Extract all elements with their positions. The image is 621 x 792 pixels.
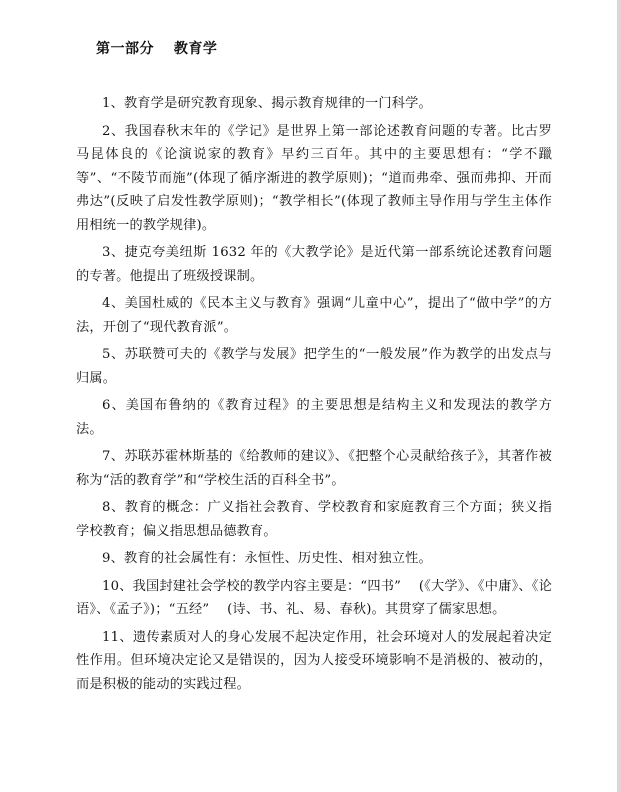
page-edge-shadow bbox=[617, 0, 621, 792]
paragraph-4: 4、美国杜威的《民本主义与教育》强调“儿童中心”，提出了“做中学”的方法，开创了“现代教育派”。 bbox=[76, 296, 552, 335]
paragraph-8: 8、教育的概念：广义指社会教育、学校教育和家庭教育三个方面；狭义指学校教育；偏义指思想品德教育。 bbox=[76, 500, 552, 539]
section-heading: 第一部分 教育学 bbox=[96, 41, 218, 57]
paragraph-5: 5、苏联赞可夫的《教学与发展》把学生的“一般发展”作为教学的出发点与归属。 bbox=[76, 347, 552, 386]
paragraph-7: 7、苏联苏霍林斯基的《给教师的建议》、《把整个心灵献给孩子》，其著作被称为“活的教育学”和“学校生活的百科全书”。 bbox=[76, 449, 552, 488]
paragraph-11: 11、遗传素质对人的身心发展不起决定作用，社会环境对人的发展起着决定性作用。但环境决定论又是错误的，因为人接受环境影响不是消极的、被动的，而是积极的能动的实践过程。 bbox=[76, 629, 552, 692]
paragraph-9: 9、教育的社会属性有：永恒性、历史性、相对独立性。 bbox=[102, 551, 432, 566]
paragraph-3: 3、捷克夸美纽斯 1632 年的《大教学论》是近代第一部系统论述教育问题的专著。他提出了班级授课制。 bbox=[76, 245, 552, 284]
paragraph-1: 1、教育学是研究教育现象、揭示教育规律的一门科学。 bbox=[102, 96, 432, 111]
document-body bbox=[76, 92, 552, 700]
paragraph-6: 6、美国布鲁纳的《教育过程》的主要思想是结构主义和发现法的教学方法。 bbox=[76, 398, 552, 437]
paragraph-10: 10、我国封建社会学校的教学内容主要是：“四书” (《大学》、《中庸》、《论语》、《孟子》)；“五经” (诗、书、礼、易、春秋)。其贯穿了儒家思想。 bbox=[76, 578, 552, 617]
paragraph-2: 2、我国春秋末年的《学记》是世界上第一部论述教育问题的专著。比古罗马昆体良的《论演说家的教育》早约三百年。其中的主要思想有：“学不躐等”、“不陵节而施”(体现了循序渐进的教学原则)；“道而弗牵、强而弗抑、开而弗达”(反映了启发性教学原则)；“教学相长”(体现了教师主导作用与学生主体作用相统一的教学规律)。 bbox=[76, 123, 552, 233]
